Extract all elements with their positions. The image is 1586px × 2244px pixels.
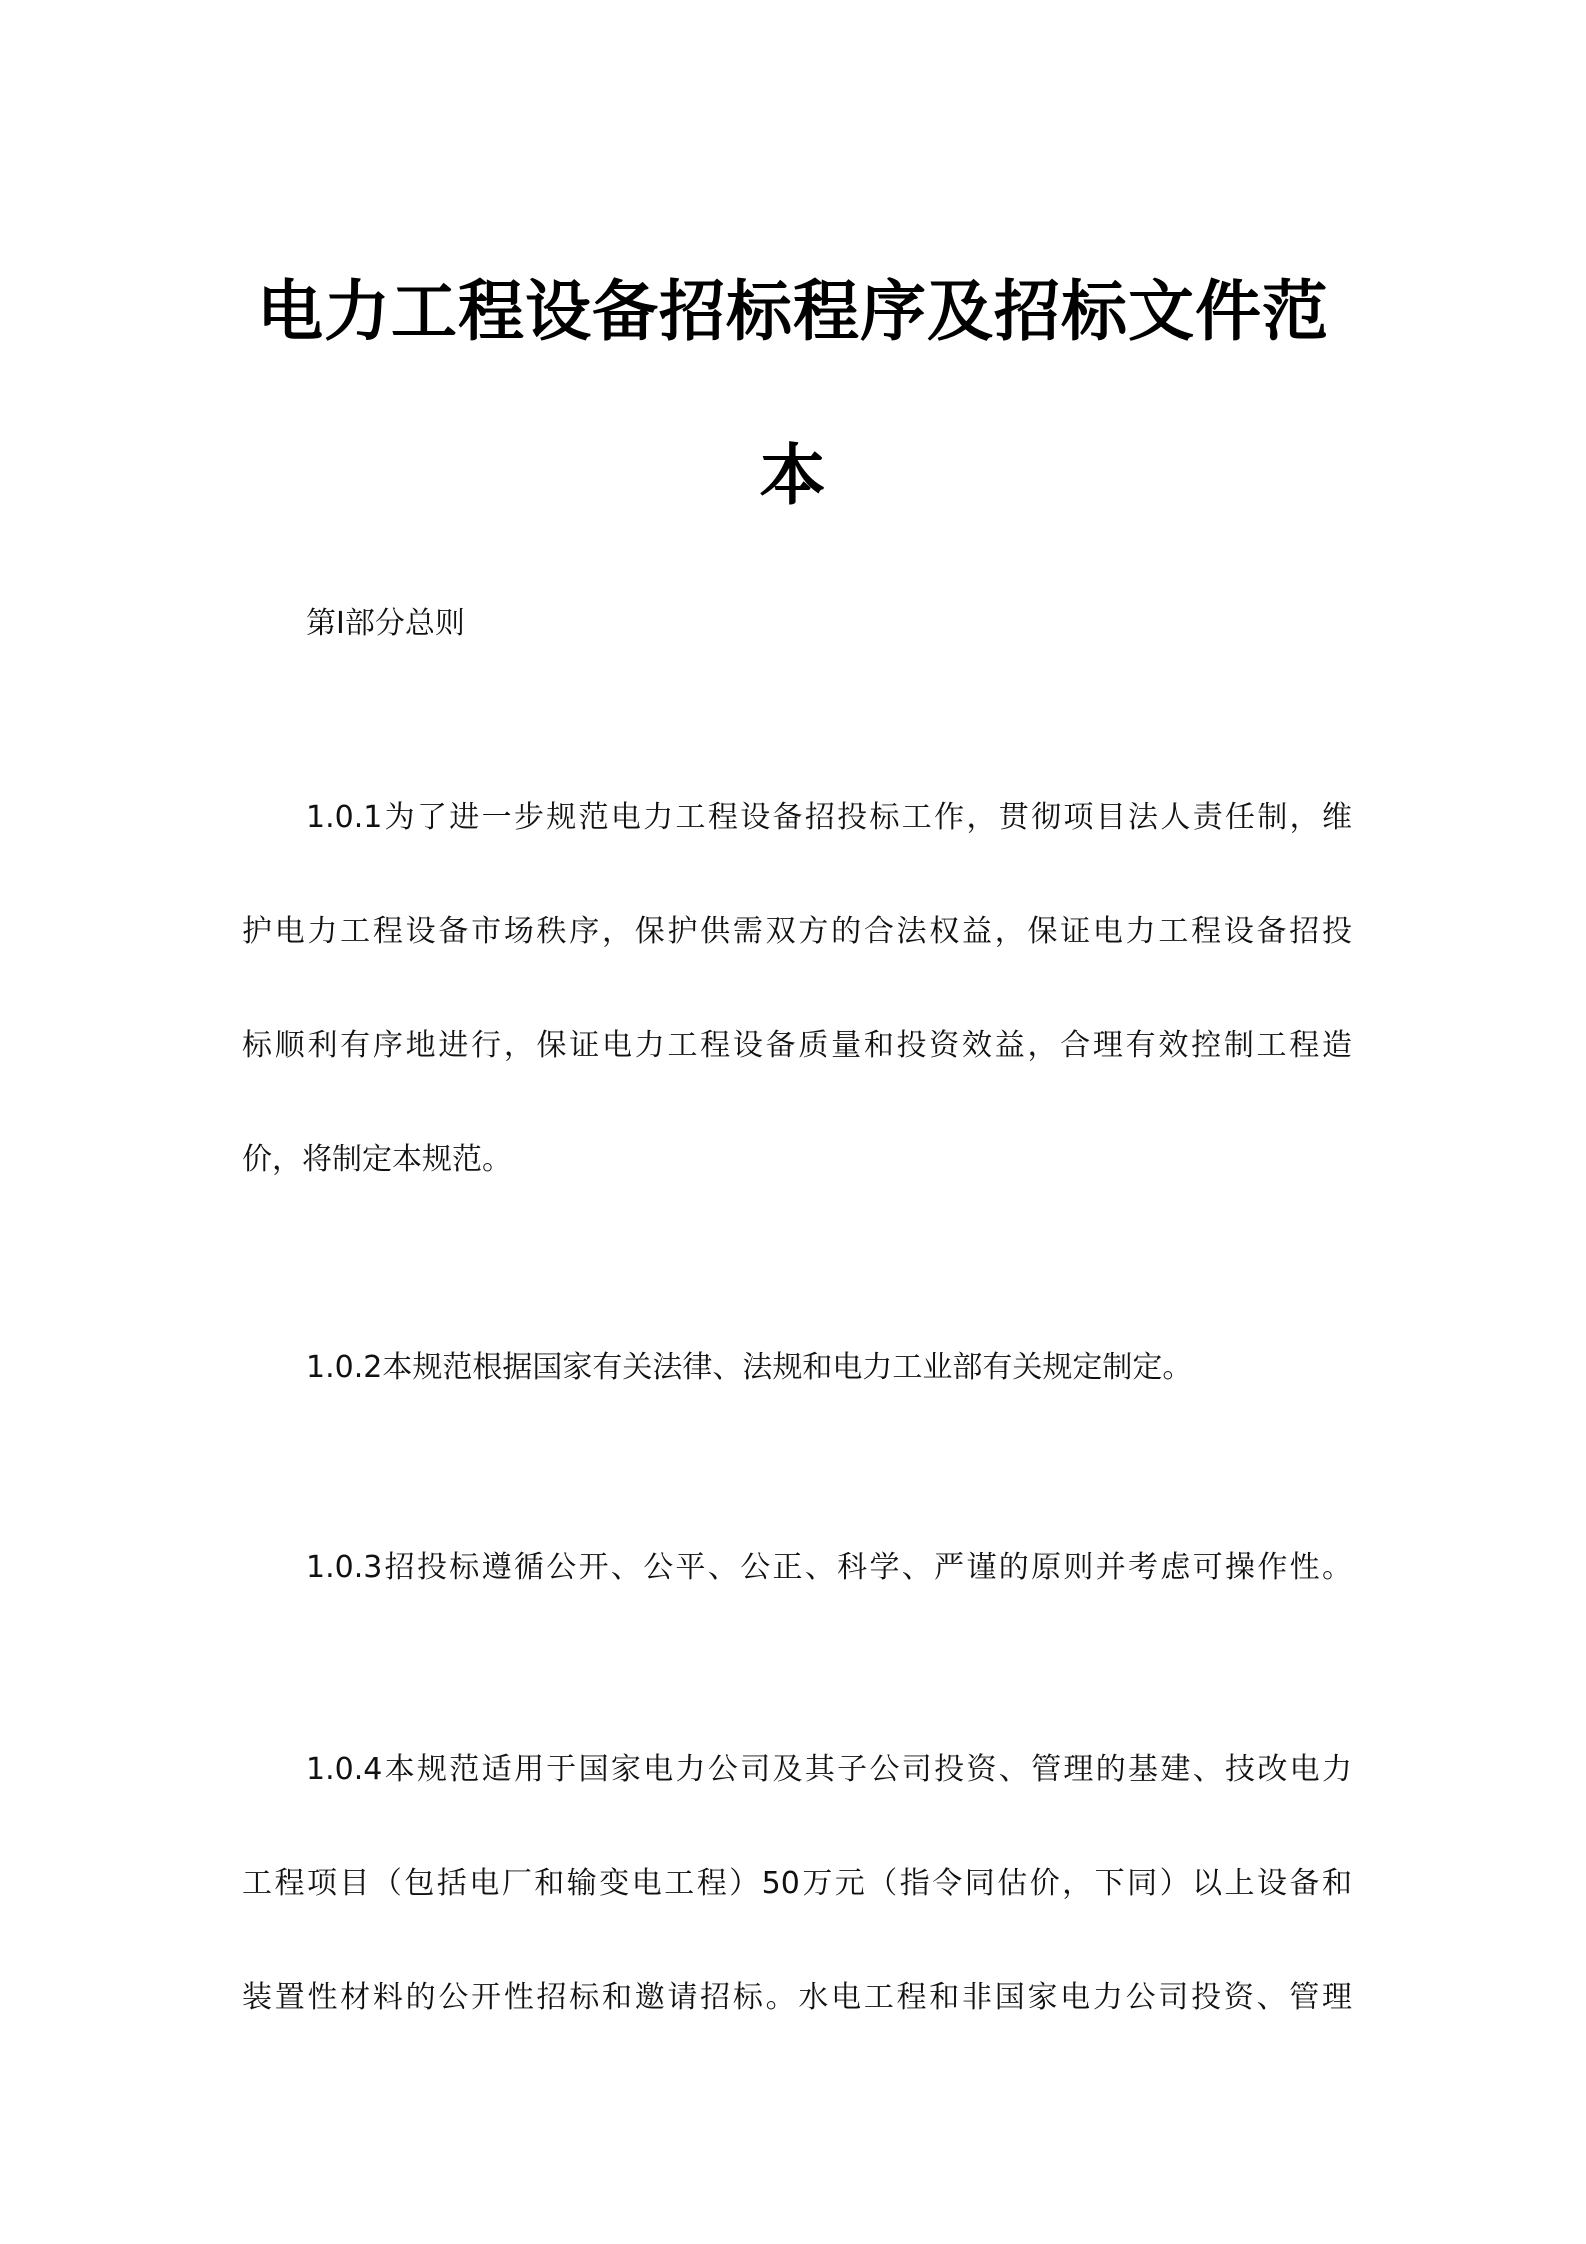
clause-1-0-1-line-4: 价，将制定本规范。: [242, 1142, 512, 1177]
document-title-line-2: 本: [759, 437, 827, 514]
clause-1-0-4-line-2: 工程项目（包括电厂和输变电工程）50万元（指令同估价，下同）以上设备和: [242, 1866, 1352, 1901]
document-title-line-1: 电力工程设备招标程序及招标文件范: [257, 273, 1329, 350]
clause-1-0-1-line-1: 1.0.1为了进一步规范电力工程设备招投标工作，贯彻项目法人责任制，维: [306, 800, 1352, 835]
clause-1-0-1-line-2: 护电力工程设备市场秩序，保护供需双方的合法权益，保证电力工程设备招投: [242, 914, 1352, 949]
section-heading: 第I部分总则: [306, 606, 465, 641]
clause-1-0-2: 1.0.2本规范根据国家有关法律、法规和电力工业部有关规定制定。: [306, 1350, 1193, 1385]
clause-1-0-3: 1.0.3招投标遵循公开、公平、公正、科学、严谨的原则并考虑可操作性。: [306, 1550, 1352, 1585]
clause-1-0-4-line-1: 1.0.4本规范适用于国家电力公司及其子公司投资、管理的基建、技改电力: [306, 1752, 1352, 1787]
clause-1-0-4-line-3: 装置性材料的公开性招标和邀请招标。水电工程和非国家电力公司投资、管理: [242, 1980, 1352, 2015]
clause-1-0-1-line-3: 标顺利有序地进行，保证电力工程设备质量和投资效益，合理有效控制工程造: [242, 1028, 1352, 1063]
